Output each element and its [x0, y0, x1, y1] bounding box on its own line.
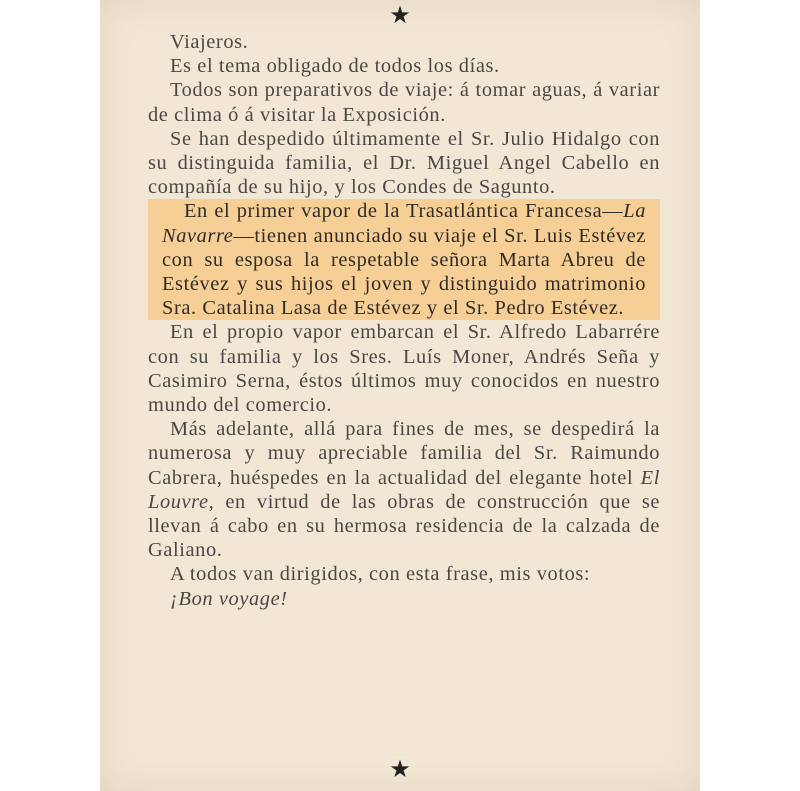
ship-name-italic: La Navarre [162, 200, 646, 247]
paragraph-votos: A todos van dirigidos, con esta frase, mis votos: [170, 563, 591, 586]
star-icon: ★ [389, 755, 411, 783]
paragraph-propio-vapor: En el propio vapor embarcan el Sr. Alfredo Labarrére con su familia y los Sres. Luís Moner, Andrés Seña y Casimiro Serna, éstos últimos muy conocidos en nuestro mundo del comercio. [148, 321, 660, 417]
star-ornament-bottom [100, 757, 700, 781]
paragraph-mas-adelante [148, 417, 660, 562]
highlight-text-before: En el primer vapor de la Trasatlántica Francesa— [184, 200, 624, 223]
paragraph-highlighted-estevez [148, 199, 660, 320]
paragraph-despedidos: Se han despedido últimamente el Sr. Julio Hidalgo con su distinguida familia, el Dr. Miguel Angel Cabello en compañía de su hijo, y los Condes de Sagunto. [148, 127, 660, 199]
paragraph-bon-voyage: ¡Bon voyage! [170, 587, 288, 610]
paragraph-tema: Es el tema obligado de todos los días. [170, 55, 500, 78]
paragraph-text-after: , en virtud de las obras de construcción que se llevan á cabo en su hermosa residencia de la calzada de Galiano. [148, 490, 660, 562]
star-icon: ★ [389, 1, 411, 29]
document-page [100, 0, 700, 791]
paragraph-preparativos: Todos son preparativos de viaje: á tomar aguas, á variar de clima ó á visitar la Exposición. [148, 79, 660, 126]
paragraph-viajeros: Viajeros. [170, 31, 249, 53]
hotel-name-italic: El Louvre [148, 466, 660, 513]
highlight-text-after: —tienen anunciado su viaje el Sr. Luis Estévez con su esposa la respetable señora Marta Abreu de Estévez y sus hijos el joven y distinguido matrimonio Sra. Catalina Lasa de Estévez y el Sr. Pedro Estévez. [162, 224, 646, 320]
article-body [148, 30, 660, 611]
paragraph-text-before: Más adelante, allá para fines de mes, se despedirá la numerosa y muy apreciable familia del Sr. Raimundo Cabrera, huéspedes en la actualidad del elegante hotel [148, 418, 660, 489]
star-ornament-top [100, 3, 700, 27]
